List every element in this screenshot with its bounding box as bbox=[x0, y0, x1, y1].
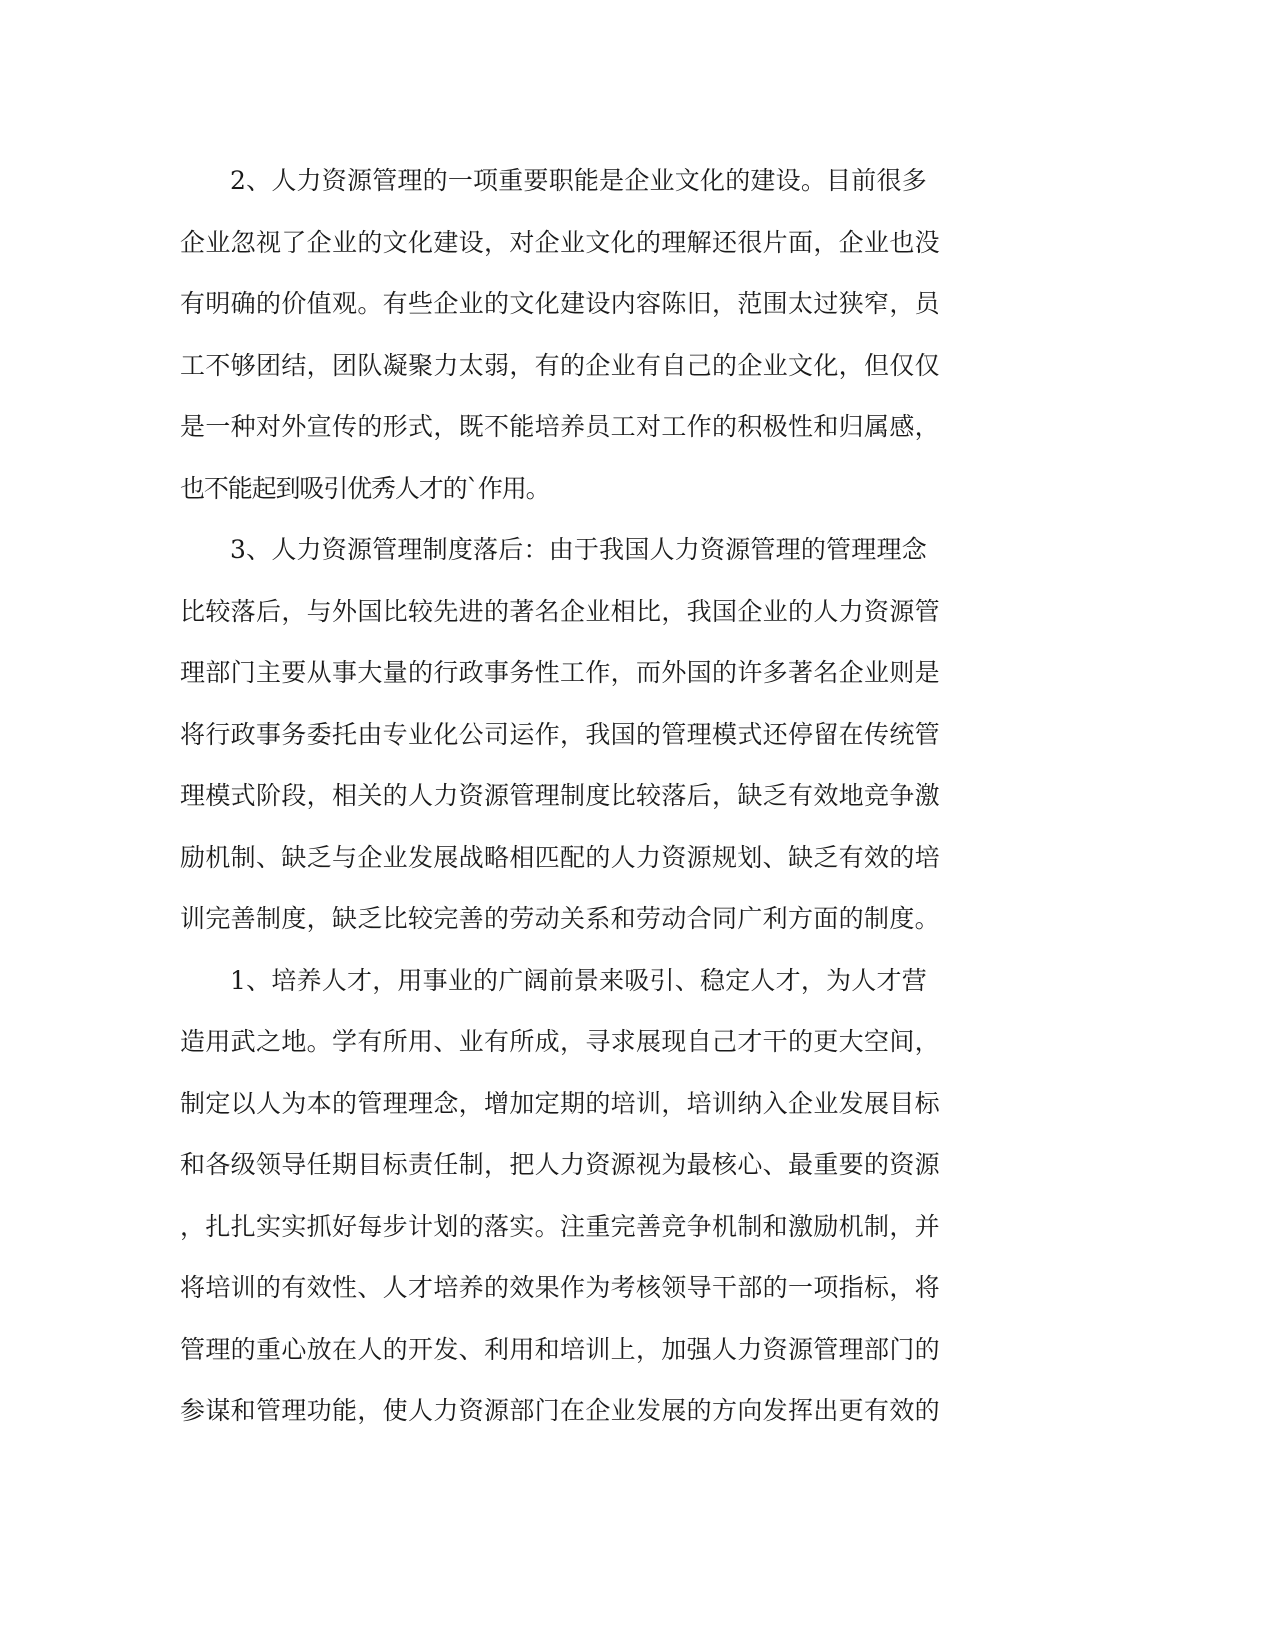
body-text bbox=[180, 150, 1060, 1442]
text-line: 也不能起到吸引优秀人才的`作用。 bbox=[180, 473, 550, 503]
paragraph-system bbox=[180, 519, 1060, 950]
text-line: 比较落后，与外国比较先进的著名企业相比，我国企业的人力资源管 bbox=[180, 596, 941, 626]
text-line: 理模式阶段，相关的人力资源管理制度比较落后，缺乏有效地竞争激 bbox=[180, 781, 941, 810]
text-line: 1、培养人才，用事业的广阔前景来吸引、稳定人才，为人才营 bbox=[230, 965, 927, 995]
text-line: 工不够团结，团队凝聚力太弱，有的企业有自己的企业文化，但仅仅 bbox=[180, 350, 941, 380]
text-line: 参谋和管理功能，使人力资源部门在企业发展的方向发挥出更有效的 bbox=[180, 1396, 941, 1425]
text-line: 有明确的价值观。有些企业的文化建设内容陈旧，范围太过狭窄，员 bbox=[180, 289, 941, 318]
text-line: 将培训的有效性、人才培养的效果作为考核领导干部的一项指标，将 bbox=[180, 1273, 941, 1302]
text-line: 2、人力资源管理的一项重要职能是企业文化的建设。目前很多 bbox=[230, 166, 927, 195]
paragraph-culture bbox=[180, 150, 1060, 519]
text-line: 训完善制度，缺乏比较完善的劳动关系和劳动合同广利方面的制度。 bbox=[180, 904, 941, 933]
text-line: 理部门主要从事大量的行政事务性工作，而外国的许多著名企业则是 bbox=[180, 658, 941, 687]
text-line: 将行政事务委托由专业化公司运作，我国的管理模式还停留在传统管 bbox=[180, 719, 941, 749]
text-line: ，扎扎实实抓好每步计划的落实。注重完善竞争机制和激励机制，并 bbox=[180, 1211, 941, 1241]
text-line: 3、人力资源管理制度落后：由于我国人力资源管理的管理理念 bbox=[230, 535, 927, 564]
text-line: 造用武之地。学有所用、业有所成，寻求展现自己才干的更大空间， bbox=[180, 1027, 941, 1056]
text-line: 是一种对外宣传的形式，既不能培养员工对工作的积极性和归属感， bbox=[180, 412, 941, 441]
text-line: 企业忽视了企业的文化建设，对企业文化的理解还很片面，企业也没 bbox=[180, 227, 941, 257]
text-line: 励机制、缺乏与企业发展战略相匹配的人力资源规划、缺乏有效的培 bbox=[180, 842, 941, 872]
text-line: 和各级领导任期目标责任制，把人力资源视为最核心、最重要的资源 bbox=[180, 1150, 941, 1179]
paragraph-talent bbox=[180, 950, 1060, 1442]
text-line: 制定以人为本的管理理念，增加定期的培训，培训纳入企业发展目标 bbox=[180, 1088, 941, 1118]
text-line: 管理的重心放在人的开发、利用和培训上，加强人力资源管理部门的 bbox=[180, 1334, 941, 1364]
